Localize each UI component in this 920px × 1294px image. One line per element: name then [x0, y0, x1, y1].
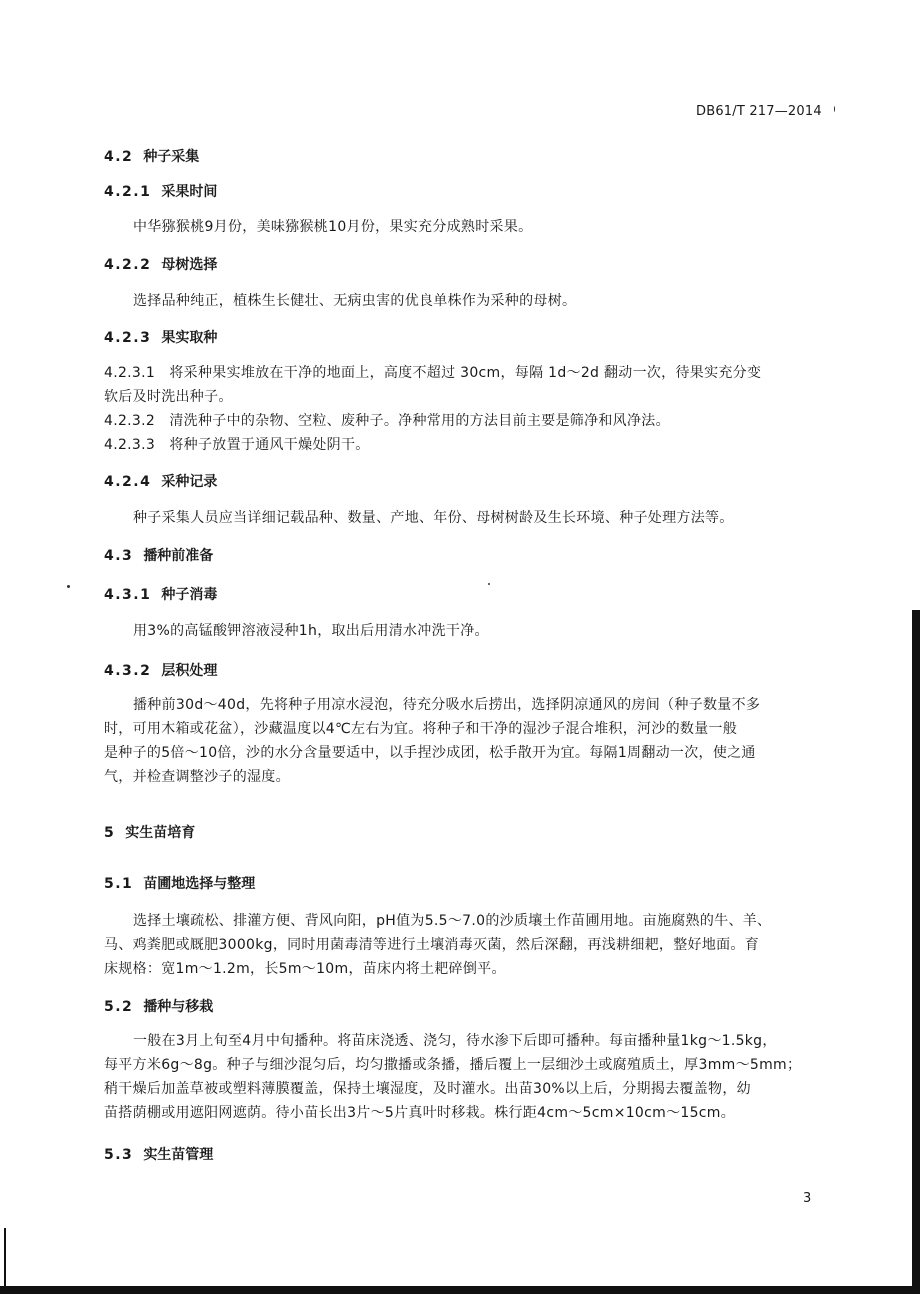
section-title: 采果时间 — [161, 184, 218, 200]
section-title: 种子消毒 — [161, 587, 218, 603]
paragraph-line: 每平方米6g～8g。种子与细沙混匀后，均匀撒播或条播，播后覆上一层细沙土或腐殖质土，厚3mm～5mm； — [104, 1057, 802, 1073]
section-number: 4.2.2 — [104, 257, 152, 273]
scan-edge-bottom — [0, 1286, 920, 1294]
section-heading-4-3-2 — [104, 660, 217, 680]
document-code: DB61/T 217—2014 — [696, 104, 822, 119]
paragraph-line: 苗搭荫棚或用遮阳网遮荫。待小苗长出3片～5片真叶时移栽。株行距4cm～5cm×10cm～15cm。 — [104, 1105, 736, 1121]
section-heading-4-3-1 — [104, 584, 217, 604]
paragraph-line: 4.2.3.1 将采种果实堆放在干净的地面上，高度不超过 30cm，每隔 1d～2d 翻动一次，待果实充分变 — [104, 365, 762, 381]
paragraph-line: 4.2.3.2 清洗种子中的杂物、空粒、废种子。净种常用的方法目前主要是筛净和风净法。 — [104, 413, 670, 429]
section-heading-5-2 — [104, 996, 213, 1016]
paragraph: 用3%的高锰酸钾溶液浸种1h，取出后用清水冲洗干净。 — [133, 623, 489, 639]
paragraph-line: 软后及时洗出种子。 — [104, 389, 233, 405]
paragraph-line: 播种前30d～40d，先将种子用凉水浸泡，待充分吸水后捞出，选择阴凉通风的房间（种子数量不多 — [133, 697, 761, 713]
section-heading-4-3 — [104, 545, 213, 565]
scan-speck — [488, 583, 490, 585]
section-title: 实生苗培育 — [125, 825, 196, 841]
section-number: 4.2 — [104, 149, 134, 165]
section-number: 5.2 — [104, 999, 134, 1015]
paragraph-line: 一般在3月上旬至4月中旬播种。将苗床浇透、浇匀，待水渗下后即可播种。每亩播种量1kg～1.5kg， — [133, 1033, 777, 1049]
section-heading-4-2-1 — [104, 181, 217, 201]
section-title: 层积处理 — [161, 663, 218, 679]
section-heading-4-2-3 — [104, 327, 217, 347]
section-title: 种子采集 — [143, 149, 200, 165]
section-title: 果实取种 — [161, 330, 218, 346]
paragraph-line: 是种子的5倍～10倍，沙的水分含量要适中，以手捏沙成团，松手散开为宜。每隔1周翻动一次，使之通 — [104, 745, 756, 761]
paragraph-line: 马、鸡粪肥或厩肥3000kg，同时用菌毒清等进行土壤消毒灭菌，然后深翻，再浅耕细耙，整好地面。育 — [104, 937, 760, 953]
section-number: 5.1 — [104, 876, 134, 892]
section-heading-5-3 — [104, 1144, 213, 1164]
paragraph: 中华猕猴桃9月份，美味猕猴桃10月份，果实充分成熟时采果。 — [133, 219, 533, 235]
section-number: 4.2.1 — [104, 184, 152, 200]
section-number: 5.3 — [104, 1147, 134, 1163]
section-number: 5 — [104, 825, 116, 841]
section-heading-5-1 — [104, 873, 255, 893]
paragraph-line: 气，并检查调整沙子的湿度。 — [104, 769, 290, 785]
paragraph: 选择品种纯正，植株生长健壮、无病虫害的优良单株作为采种的母树。 — [133, 293, 577, 309]
section-title: 播种与移栽 — [143, 999, 214, 1015]
section-number: 4.3 — [104, 548, 134, 564]
scan-edge-left — [4, 1228, 6, 1286]
section-number: 4.2.4 — [104, 474, 152, 490]
section-number: 4.3.2 — [104, 663, 152, 679]
section-title: 采种记录 — [161, 474, 218, 490]
section-title: 母树选择 — [161, 257, 218, 273]
section-heading-4-2-4 — [104, 471, 217, 491]
scan-speck — [67, 585, 70, 588]
paragraph-line: 时，可用木箱或花盆），沙藏温度以4℃左右为宜。将种子和干净的湿沙子混合堆积，河沙的数量一般 — [104, 721, 738, 737]
scan-speck — [834, 106, 835, 112]
section-number: 4.3.1 — [104, 587, 152, 603]
paragraph: 种子采集人员应当详细记载品种、数量、产地、年份、母树树龄及生长环境、种子处理方法等。 — [133, 510, 734, 526]
paragraph-line: 床规格：宽1m～1.2m，长5m～10m，苗床内将土耙碎倒平。 — [104, 961, 506, 977]
section-title: 实生苗管理 — [143, 1147, 214, 1163]
section-heading-4-2 — [104, 146, 199, 166]
page-number: 3 — [803, 1191, 812, 1206]
paragraph-line: 稍干燥后加盖草被或塑料薄膜覆盖，保持土壤湿度，及时灌水。出苗30%以上后，分期揭去覆盖物，幼 — [104, 1081, 751, 1097]
section-number: 4.2.3 — [104, 330, 152, 346]
paragraph-line: 选择土壤疏松、排灌方便、背风向阳，pH值为5.5～7.0的沙质壤土作苗圃用地。亩施腐熟的牛、羊、 — [133, 913, 772, 929]
section-title: 播种前准备 — [143, 548, 214, 564]
section-title: 苗圃地选择与整理 — [143, 876, 256, 892]
section-heading-5 — [104, 822, 195, 842]
scan-edge-right — [912, 610, 920, 1294]
paragraph-line: 4.2.3.3 将种子放置于通风干燥处阴干。 — [104, 437, 370, 453]
section-heading-4-2-2 — [104, 254, 217, 274]
